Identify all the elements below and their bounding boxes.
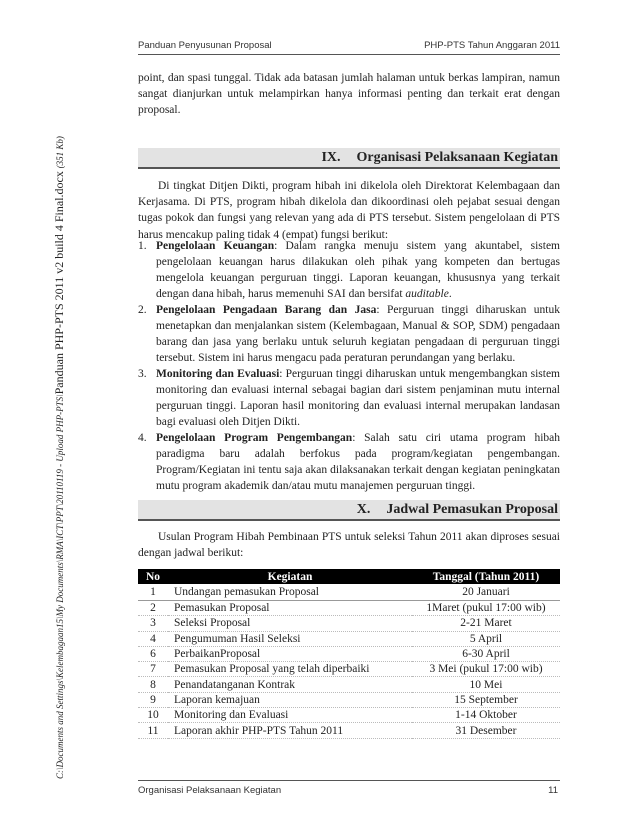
list-item [138, 238, 560, 302]
intro-paragraph [138, 70, 560, 119]
row-no: 3 [138, 616, 168, 631]
list-item-term: Pengelolaan Pengadaan Barang dan Jasa [156, 304, 377, 316]
section-ix-list [138, 238, 560, 494]
row-kegiatan: Pemasukan Proposal yang telah diperbaiki [168, 662, 412, 677]
table-row [138, 692, 560, 707]
row-tanggal: 1Maret (pukul 17:00 wib) [412, 601, 560, 616]
list-item [138, 302, 560, 366]
table-row [138, 723, 560, 738]
row-no: 6 [138, 646, 168, 661]
section-ix-body [138, 178, 560, 243]
table-row [138, 662, 560, 677]
header-no: No [138, 569, 168, 584]
row-tanggal: 10 Mei [412, 677, 560, 692]
file-path-sidebar [48, 44, 70, 779]
row-tanggal: 1-14 Oktober [412, 708, 560, 723]
list-item-tail: . [448, 288, 452, 300]
row-tanggal: 6-30 April [412, 646, 560, 661]
list-item-number: 4. [138, 432, 147, 444]
list-item-emphasis: auditable [405, 288, 449, 300]
row-no: 9 [138, 692, 168, 707]
list-item-number: 2. [138, 304, 147, 316]
header-tanggal: Tanggal (Tahun 2011) [412, 569, 560, 584]
table-row [138, 601, 560, 616]
row-tanggal: 15 September [412, 692, 560, 707]
file-path-directory: C:\Documents and Settings\Kelembagaan15\My Documents\RMA\ICT\PPT\20110119 - Upload PHP-PTS\ [55, 394, 65, 779]
section-x-number: X. [356, 502, 371, 517]
file-path-filename: Panduan PHP-PTS 2011 v2 build 4 Final.docx [52, 171, 66, 395]
section-ix-paragraph: Di tingkat Ditjen Dikti, program hibah ini dikelola oleh Direktorat Kelembagaan dan Kerjasama. Di PTS, program hibah dikelola dan dikoordinasi oleh pejabat sesuai dengan tugas pokok dan fungsi yang relevan yang ada di PTS tersebut. Sistem pengelolaan di PTS harus mencakup paling tidak 4 (empat) fungsi berikut: [138, 180, 560, 241]
footer-left: Organisasi Pelaksanaan Kegiatan [138, 785, 282, 796]
header-kegiatan: Kegiatan [168, 569, 412, 584]
row-no: 1 [138, 584, 168, 601]
file-size: (351 Kb) [55, 136, 65, 169]
row-no: 8 [138, 677, 168, 692]
table-row [138, 616, 560, 631]
row-no: 10 [138, 708, 168, 723]
row-no: 11 [138, 723, 168, 738]
section-ix-heading [138, 148, 560, 169]
section-ix-number: IX. [321, 150, 341, 165]
page-footer [138, 780, 560, 796]
section-x-paragraph: Usulan Program Hibah Pembinaan PTS untuk seleksi Tahun 2011 akan diproses sesuai dengan jadwal berikut: [138, 531, 560, 560]
section-x-body [138, 529, 560, 561]
row-kegiatan: Pengumuman Hasil Seleksi [168, 631, 412, 646]
list-item-text: : Perguruan tinggi diharuskan untuk menetapkan dan menjalankan sistem (Kelembagaan, Manual & SOP, SDM) pengadaan barang dan jasa yang berlaku untuk seluruh kegiatan pengadaan di perguruan tinggi tersebut. Sistem ini harus mengacu pada peraturan perundangan yang berlaku. [156, 304, 560, 364]
row-no: 2 [138, 601, 168, 616]
table-row [138, 646, 560, 661]
row-tanggal: 5 April [412, 631, 560, 646]
header-right: PHP-PTS Tahun Anggaran 2011 [424, 40, 560, 51]
schedule-table-body [138, 584, 560, 738]
list-item-number: 1. [138, 240, 147, 252]
row-kegiatan: Monitoring dan Evaluasi [168, 708, 412, 723]
row-tanggal: 31 Desember [412, 723, 560, 738]
table-row [138, 631, 560, 646]
list-item-term: Pengelolaan Program Pengembangan [156, 432, 353, 444]
table-row [138, 584, 560, 601]
row-kegiatan: Penandatanganan Kontrak [168, 677, 412, 692]
row-kegiatan: Laporan akhir PHP-PTS Tahun 2011 [168, 723, 412, 738]
row-kegiatan: Pemasukan Proposal [168, 601, 412, 616]
running-header [138, 38, 560, 55]
list-item-term: Monitoring dan Evaluasi [156, 368, 280, 380]
list-item-term: Pengelolaan Keuangan [156, 240, 275, 252]
row-no: 7 [138, 662, 168, 677]
list-item [138, 366, 560, 430]
intro-text: point, dan spasi tunggal. Tidak ada batasan jumlah halaman untuk berkas lampiran, namun sangat dianjurkan untuk melampirkan hanya informasi penting dan terkait erat dengan proposal. [138, 72, 560, 117]
row-no: 4 [138, 631, 168, 646]
row-tanggal: 3 Mei (pukul 17:00 wib) [412, 662, 560, 677]
table-row [138, 708, 560, 723]
row-kegiatan: Seleksi Proposal [168, 616, 412, 631]
section-x-heading [138, 500, 560, 521]
section-x-title: Jadwal Pemasukan Proposal [386, 502, 558, 517]
header-left: Panduan Penyusunan Proposal [138, 40, 272, 51]
table-header-row [138, 569, 560, 584]
row-kegiatan: PerbaikanProposal [168, 646, 412, 661]
row-tanggal: 2-21 Maret [412, 616, 560, 631]
list-item [138, 430, 560, 494]
schedule-table [138, 569, 560, 739]
row-kegiatan: Laporan kemajuan [168, 692, 412, 707]
table-row [138, 677, 560, 692]
list-item-text: : Perguruan tinggi diharuskan untuk mengembangkan sistem monitoring dan evaluasi internal sebagai bagian dari sistem penjaminan mutu internal perguruan tinggi. Laporan hasil monitoring dan evaluasi internal merupakan landasan bagi evaluasi oleh Ditjen Dikti. [156, 368, 561, 428]
list-item-number: 3. [138, 368, 147, 380]
page-number: 11 [548, 785, 558, 796]
list-item-text: : Dalam rangka menuju sistem yang akuntabel, sistem pengelolaan keuangan harus dilakukan oleh pihak yang kompeten dan bertugas mengelola keuangan perguruan tinggi. Laporan keuangan, khususnya yang terkait dengan dana hibah, harus memenuhi SAI dan bersifat [156, 240, 560, 300]
row-tanggal: 20 Januari [412, 584, 560, 601]
row-kegiatan: Undangan pemasukan Proposal [168, 584, 412, 601]
list-item-text: : Salah satu ciri utama program hibah paradigma baru adalah berfokus pada program/kegiatan pengembangan. Program/Kegiatan ini tentu saja akan dilaksanakan terkait dengan kegiatan peningkatan mutu program akademik dan/atau mutu manajemen perguruan tinggi. [156, 432, 560, 492]
section-ix-title: Organisasi Pelaksanaan Kegiatan [356, 150, 558, 165]
